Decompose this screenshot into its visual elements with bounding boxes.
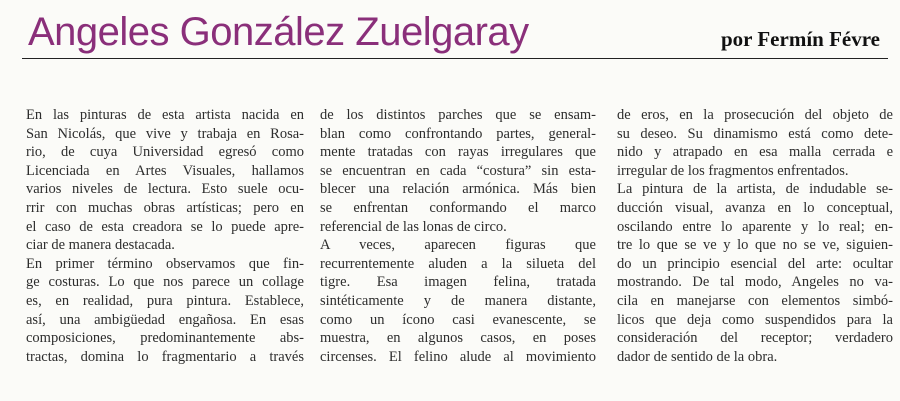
text-line: composiciones, predominantemente abs- (26, 330, 304, 347)
text-line: el caso de esta creadora se lo puede apre- (26, 218, 304, 235)
text-line: circenses. El felino alude al movimiento (320, 348, 596, 365)
text-line: sintéticamente y de manera distante, (320, 292, 596, 309)
text-line: muestra, en algunos casos, en poses (320, 330, 596, 347)
text-line: así, una ambigüedad engañosa. En esas (26, 311, 304, 328)
text-line: En primer término observamos que fin- (26, 255, 304, 272)
text-line: tigre. Esa imagen felina, tratada (320, 274, 596, 291)
text-line: En las pinturas de esta artista nacida en (26, 107, 304, 123)
paragraph-3 (320, 236, 596, 366)
text-column-3 (617, 106, 893, 366)
text-line: es, en realidad, pura pintura. Establece, (26, 292, 304, 309)
text-line: cila en manejarse con elementos simbó- (617, 292, 893, 309)
text-line: San Nicolás, que vive y trabaja en Rosa- (26, 125, 304, 142)
text-line: ducción visual, avanza en lo conceptual, (617, 199, 893, 216)
text-line: rrir con muchas obras artísticas; pero en (26, 199, 304, 216)
text-line: como un ícono casi evanescente, se (320, 311, 596, 328)
text-line: tractas, domina lo fragmentario a través (26, 348, 304, 365)
text-line: referencial de las lonas de circo. (320, 218, 507, 235)
text-line: mente tratadas con rayas irregulares que (320, 144, 596, 161)
author-byline: por Fermín Févre (720, 27, 880, 51)
article-title: Angeles González Zuelgaray (28, 10, 529, 54)
paragraph-3-continued (617, 106, 893, 180)
article-header (0, 0, 900, 62)
paragraph-2-continued (320, 106, 596, 236)
text-column-2 (320, 106, 596, 366)
text-line: ge costuras. Lo que nos parece un collage (26, 274, 304, 291)
text-line: varios niveles de lectura. Esto suele ocu- (26, 181, 304, 198)
text-line: su deseo. Su dinamismo está como dete- (617, 125, 893, 142)
text-line: licos que deja como suspendidos para la (617, 311, 893, 328)
text-line: oscilando entre lo aparente y lo real; en- (617, 218, 893, 235)
header-rule (22, 58, 888, 59)
text-line: rio, de cuya Universidad egresó como (26, 144, 304, 161)
text-line: mostrando. De tal modo, Angeles no va- (617, 274, 893, 291)
text-line: recurrentemente aluden a la silueta del (320, 255, 596, 272)
text-line: blecer una relación armónica. Más bien (320, 181, 596, 198)
paragraph-4 (617, 180, 893, 366)
text-line: dador de sentido de la obra. (617, 348, 778, 365)
text-line: A veces, aparecen figuras que (320, 237, 596, 254)
text-column-1 (26, 106, 304, 366)
text-line: nido y atrapado en esa malla cerrada e (617, 144, 893, 161)
text-line: blan como confrontando partes, general- (320, 125, 596, 142)
text-line: de eros, en la prosecución del objeto de (617, 107, 893, 123)
text-line: La pintura de la artista, de indudable se- (617, 181, 893, 198)
text-line: tre lo que se ve y lo que no se ve, siguien- (617, 237, 893, 254)
text-line: se encuentran en cada “costura” sin esta- (320, 162, 596, 179)
text-line: Licenciada en Artes Visuales, hallamos (26, 162, 304, 179)
text-line: de los distintos parches que se ensam- (320, 107, 596, 123)
text-line: do un principio esencial del arte: ocultar (617, 255, 893, 272)
paragraph-1 (26, 106, 304, 255)
paragraph-2 (26, 255, 304, 367)
text-line: irregular de los fragmentos enfrentados. (617, 162, 849, 179)
text-line: consideración del receptor; verdadero (617, 330, 893, 347)
text-line: se enfrentan conformando el marco (320, 199, 596, 216)
text-line: ciar de manera destacada. (26, 237, 175, 254)
